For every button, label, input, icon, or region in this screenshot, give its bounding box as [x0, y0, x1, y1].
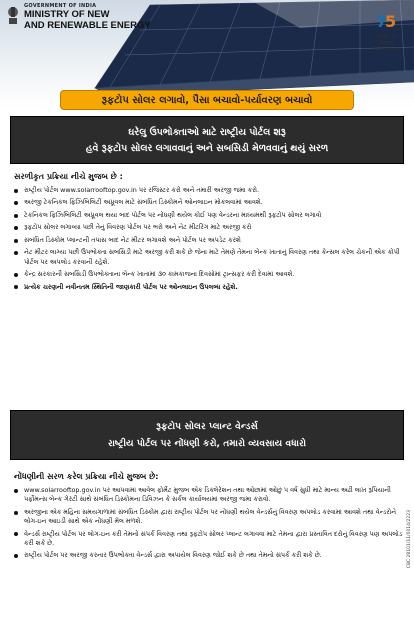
announcement-line1: ઘરેલુ ઉપભોક્તાઓ માટે રાષ્ટ્રીય પોર્ટલ શરૂ — [128, 126, 286, 138]
list-item: રાષ્ટ્રીય પોર્ટલ www.solarrooftop.gov.in પર રજિસ્ટર કરો અને તમારી અરજી જમા કરો. — [10, 186, 404, 195]
azadi-line1: Azadi Ka — [375, 34, 399, 40]
registration-process-section — [10, 472, 404, 564]
section1-list — [10, 186, 404, 292]
amrit-mahotsav-icon — [374, 12, 400, 30]
list-item: રૂફટોપ સોલર લગાવ્યા પછી તેનું વિવરણ પોર્ટલ પર ભરો અને નેટ મીટરિંગ માટે અરજી કરો — [10, 223, 404, 232]
svg-text:7: 7 — [376, 12, 388, 30]
list-item: નેટ મીટર લાગ્યા પછી ઉપભોક્તા સબસિડી માટે અરજી કરી શકે છે જેના માટે તેમણે તેમના બેન્ક ખાતાનું વિવરણ તથા કેન્સલ કરેલ ચેકની એક કોપી પોર્ટલ પર અપલોડ કરવાની રહેશે. — [10, 248, 404, 267]
list-item: સંબંધિત ડિસ્કોમ પ્લાન્ટની તપાસ બાદ નેટ મીટર લગાવશે અને પોર્ટલ પર અપડેટ કરશે — [10, 236, 404, 245]
ministry-name-line1: MINISTRY OF NEW — [24, 9, 110, 20]
section2-title: નોંધણીની સરળ કરેલ પ્રક્રિયા નીચે મુજબ છે: — [14, 472, 159, 481]
announcement-box — [10, 116, 404, 164]
national-emblem-icon — [6, 4, 20, 26]
government-label: GOVERNMENT OF INDIA — [24, 3, 97, 9]
list-item: પ્રત્યેક ચરણની નવીનતમ સ્થિતિની જાણકારી પોર્ટલ પર ઓનલાઇન ઉપલબ્ધ રહેશે. — [10, 283, 404, 292]
list-item: ટેકનિકલ ફિઝિબિલિટી અપ્રૂવલ થયા બાદ પોર્ટલ પર નોંધણી થયેલ કોઈ પણ વેન્ડરના માધ્યમથી રૂફટોપ સોલર લગાવો — [10, 211, 404, 220]
main-banner — [60, 90, 354, 110]
banner-title: રૂફટોપ સોલર લગાવો, પૈસા બચાવો-પર્યાવરણ બચાવો — [101, 94, 313, 106]
list-item: અરજીના એક મહિના સમયગાળામાં સંબંધિત ડિસ્કોમ દ્વારા રાષ્ટ્રીય પોર્ટલ પર નોંધણી થયેલ વેન્ડર્સનું વિવરણ અપલોડ કરવામાં આવશે તથા વેન્ડરોને લોગ-ઇન આઇડી સાથે એક નોંધણી મેલ મળશે. — [10, 508, 404, 527]
list-item: કેન્દ્ર સરકારની સબસિડી ઉપભોક્તાના બેન્ક ખાતામાં ૩૦ કામકાજના દિવસોમાં ટ્રાન્સફર કરી દેવામાં આવશે. — [10, 270, 404, 279]
ministry-name-line2: AND RENEWABLE ENERGY — [24, 19, 151, 31]
azadi-ka-amrit-mahotsav-logo — [366, 12, 408, 52]
vendors-line1: રૂફટોપ સોલર પ્લાન્ટ વેન્ડર્સ — [156, 421, 258, 432]
vendors-line2: રાષ્ટ્રીય પોર્ટલ પર નોંધણી કરો, તમારો વ્યવસાય વધારો — [108, 438, 306, 449]
announcement-line2: હવે રૂફટોપ સોલર લગાવવાનું અને સબસિડી મેળવવાનું થયું સરળ — [85, 142, 329, 154]
vendors-box — [10, 410, 404, 460]
list-item: www.solarrooftop.gov.in પર આપવામાં આવેલ ફોર્મેટ મુજબ એક ડિક્લેરેશન તથા ઓછામાં ઓછું ૫ વર્ષ સુધી માટે માન્ય અઢી લાખ રૂપિયાની પર્ફોમન્સ બેન્ક ગેરંટી સાથે સંબંધિત ડિસ્કોમના ડિવિઝન કે સર્કલ કાર્યાલયમાં અરજી જમા કરાવો. — [10, 486, 404, 505]
svg-text:5: 5 — [385, 12, 397, 30]
ministry-logo — [6, 4, 151, 30]
list-item: અરજી ટેકનિકલ ફિઝિબિલિટી અપ્રૂવલ માટે સંબંધિત ડિસ્કોમને ઓનલાઇન મોકલવામાં આવશે. — [10, 198, 404, 207]
section2-list — [10, 486, 404, 561]
list-item: વેન્ડર્સ રાષ્ટ્રીય પોર્ટલ પર લોગ-ઇન કરી તેમનો સંપર્ક વિવરણ તથા રૂફટોપ સોલર પ્લાન્ટ લગાવવા માટે તેમના દ્વારા પ્રસ્તાવિત દરોનું વિવરણ પણ અપલોડ કરી શકે છે. — [10, 530, 404, 549]
reference-code: CBC 28101/11/0014/2223 — [407, 510, 412, 569]
list-item: રાષ્ટ્રીય પોર્ટલ પર અરજી કરનાર ઉપભોક્તા વેન્ડર્સ દ્વારા અપાયેલ વિવરણ જોઈ શકે છે તથા તેમનો સંપર્ક કરી શકે છે. — [10, 551, 404, 560]
simplified-process-section — [10, 172, 404, 295]
section1-title: સરળીકૃત પ્રક્રિયા નીચે મુજબ છે : — [14, 172, 123, 181]
azadi-line2: Amrit Mahotsav — [373, 40, 401, 53]
